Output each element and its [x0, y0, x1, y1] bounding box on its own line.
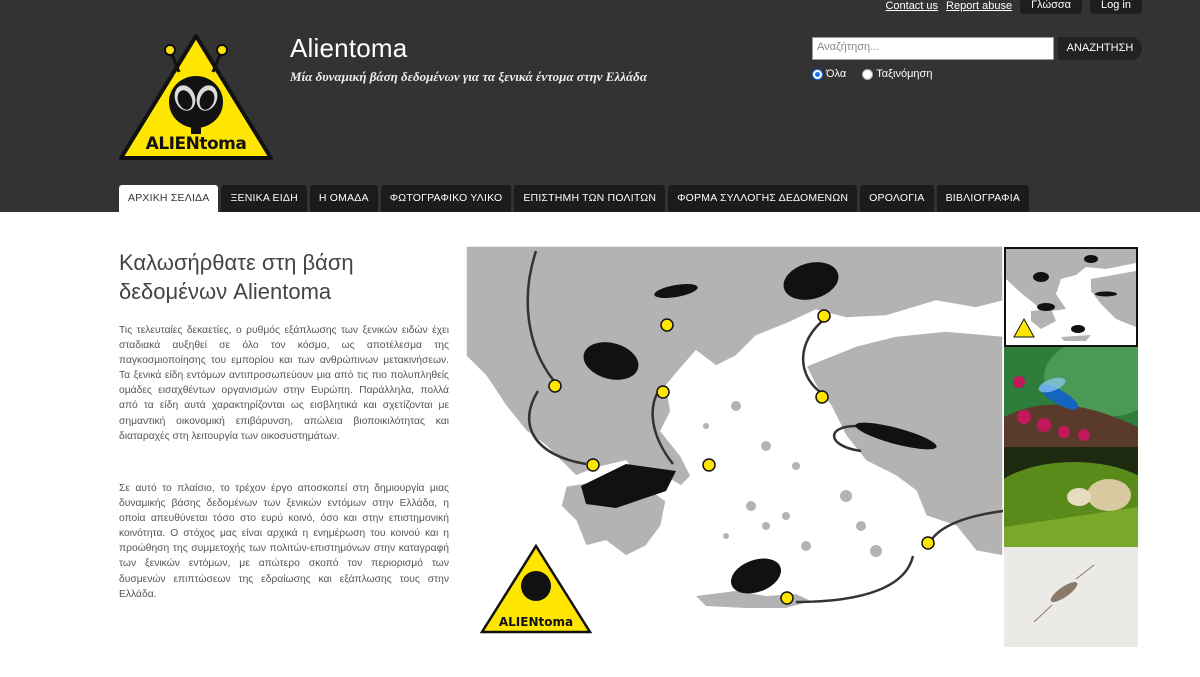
main-nav [119, 185, 1029, 212]
language-button[interactable]: Γλώσσα [1020, 0, 1082, 14]
top-links [885, 0, 1142, 14]
radio-all-label: Όλα [826, 68, 847, 80]
tab-photos[interactable]: ΦΩΤΟΓΡΑΦΙΚΟ ΥΛΙΚΟ [381, 185, 512, 212]
site-title[interactable]: Alientoma [290, 33, 408, 63]
radio-taxonomy-label: Ταξινόμηση [876, 68, 933, 80]
logo-text: ALIENtoma [145, 134, 247, 154]
thumbnail-scale-insect[interactable] [1004, 447, 1138, 547]
site-header [0, 0, 1200, 212]
contact-link[interactable]: Contact us [885, 0, 939, 12]
search-input[interactable]: Αναζήτηση... [812, 37, 1054, 60]
thumbnail-wasp[interactable] [1004, 347, 1138, 447]
slideshow-main-image[interactable] [466, 246, 1003, 638]
login-button[interactable]: Log in [1090, 0, 1142, 14]
intro-paragraph-1: Τις τελευταίες δεκαετίες, ο ρυθμός εξάπλωσης των ξενικών ειδών έχει σταδιακά αυξηθεί σε όλο τον κόσμο, ως αποτέλεσμα της παγκοσμιοποίησης του εμπορίου και των ανθρώπινων μετακινήσεων. Τα ξενικά είδη εντόμων αντιπροσωπεύουν μια από τις πιο πολυπληθείς ομάδες εισαχθέντων οργανισμών στην Ευρώπη. Παράλληλα, πολλά από τα είδη αυτά χαρακτηρίζονται ως εισβλητικά και σχετίζονται με σημαντική οικονομική επιβάρυνση, απώλεια βιοποικιλότητας και διαταραχές στη λειτουργία των οικοσυστημάτων. [119, 325, 449, 442]
report-abuse-link[interactable]: Report abuse [946, 0, 1013, 12]
tab-citizen-science[interactable]: ΕΠΙΣΤΗΜΗ ΤΩΝ ΠΟΛΙΤΩΝ [514, 185, 665, 212]
site-logo[interactable] [117, 30, 275, 162]
radio-all[interactable] [812, 69, 823, 80]
site-subtitle: Μία δυναμική βάση δεδομένων για τα ξενικά έντομα στην Ελλάδα [290, 69, 648, 84]
search-option-all[interactable] [812, 68, 846, 80]
intro-paragraph-2: Σε αυτό το πλαίσιο, το τρέχον έργο αποσκοπεί στη δημιουργία μιας δυναμικής βάσης δεδομένων των ξενικών εντόμων στην Ελλάδα, η οποία απευθύνεται τόσο στο ευρύ κοινό, όσο και στην επιστημονική κοινότητα. Ο στόχος μας είναι αρχικά η ενημέρωση του κοινού και η προώθηση της συμμετοχής των πολιτών-επιστημόνων στην καταγραφή των ξενικών εντόμων, με απώτερο σκοπό τον περιορισμό των δυσμενών επιπτώσεων της εδραίωσης και εξάπλωσης τους στην Ελλάδα. [119, 483, 449, 600]
slideshow-thumbnails [1004, 247, 1138, 647]
tab-team[interactable]: Η ΟΜΑΔΑ [310, 185, 378, 212]
thumbnail-map[interactable] [1004, 247, 1138, 347]
thumbnail-silverfish[interactable] [1004, 547, 1138, 647]
map-logo-text: ALIENtoma [498, 615, 574, 629]
tab-data-form[interactable]: ΦΟΡΜΑ ΣΥΛΛΟΓΗΣ ΔΕΔΟΜΕΝΩΝ [668, 185, 857, 212]
welcome-title: Καλωσήρθατε στη βάση δεδομένων Alientoma [119, 250, 354, 304]
search-option-taxonomy[interactable] [862, 68, 932, 80]
radio-taxonomy[interactable] [862, 69, 873, 80]
search-button[interactable]: ΑΝΑΖΗΤΗΣΗ [1058, 37, 1142, 60]
tab-alien-species[interactable]: ΞΕΝΙΚΑ ΕΙΔΗ [221, 185, 306, 212]
tab-terminology[interactable]: ΟΡΟΛΟΓΙΑ [860, 185, 933, 212]
tab-bibliography[interactable]: ΒΙΒΛΙΟΓΡΑΦΙΑ [937, 185, 1029, 212]
search-scope [812, 68, 932, 80]
tab-home[interactable]: ΑΡΧΙΚΗ ΣΕΛΙΔΑ [119, 185, 218, 212]
